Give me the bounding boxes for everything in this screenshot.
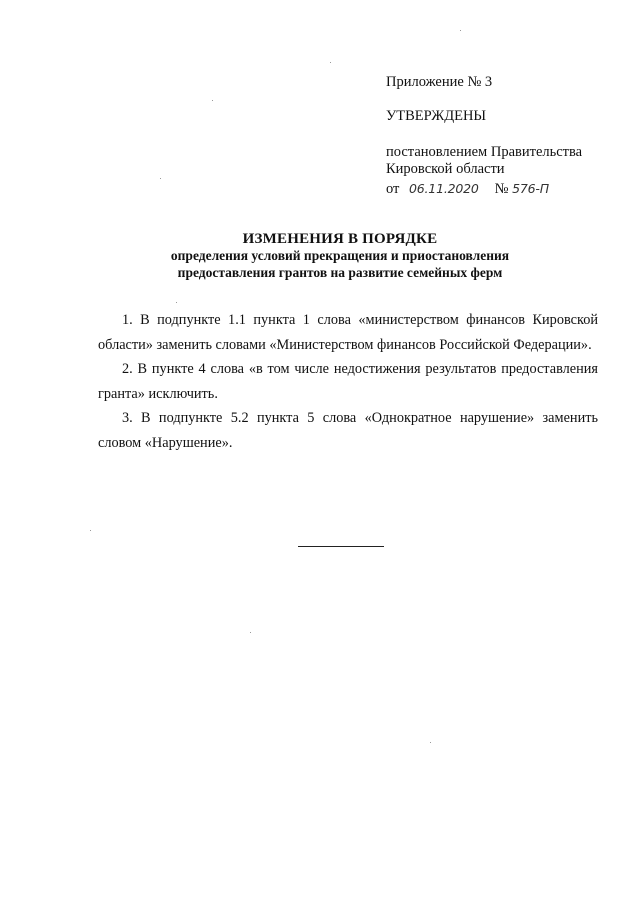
title-line-2: определения условий прекращения и приостановления xyxy=(170,248,510,263)
scan-speck xyxy=(176,302,177,303)
number-sign: № xyxy=(494,181,509,197)
resolution-line-2: Кировской области xyxy=(386,161,505,177)
appendix-label: Приложение № 3 xyxy=(386,74,493,90)
amendment-item-3: 3. В подпункте 5.2 пункта 5 слова «Однократное нарушение» заменить словом «Нарушение». xyxy=(98,410,598,451)
end-separator-line xyxy=(298,546,384,547)
handwritten-date: 06.11.2020 xyxy=(409,181,479,196)
scan-speck xyxy=(430,742,431,743)
resolution-line-1: постановлением Правительства xyxy=(386,144,583,160)
title-line-1: ИЗМЕНЕНИЯ В ПОРЯДКЕ xyxy=(242,231,438,247)
amendment-item-2: 2. В пункте 4 слова «в том числе недостижения результатов предоставления гранта» исключить. xyxy=(98,361,598,402)
scan-speck xyxy=(250,632,251,633)
scan-speck xyxy=(160,178,161,179)
date-number-line xyxy=(386,180,549,198)
scan-speck xyxy=(460,30,461,31)
amendment-item-1: 1. В подпункте 1.1 пункта 1 слова «министерством финансов Кировской области» заменить словами «Министерством финансов Российской Федерации». xyxy=(98,312,598,353)
scan-speck xyxy=(212,100,213,101)
scan-speck xyxy=(90,530,91,531)
approved-label: УТВЕРЖДЕНЫ xyxy=(386,108,487,124)
amendments-list xyxy=(98,308,598,455)
handwritten-number: 576-П xyxy=(512,181,549,196)
title-line-3: предоставления грантов на развитие семейных ферм xyxy=(177,264,503,280)
document-title xyxy=(60,230,620,281)
scan-speck xyxy=(330,62,331,63)
date-prefix: от xyxy=(386,181,400,197)
resolution-reference xyxy=(386,144,616,178)
